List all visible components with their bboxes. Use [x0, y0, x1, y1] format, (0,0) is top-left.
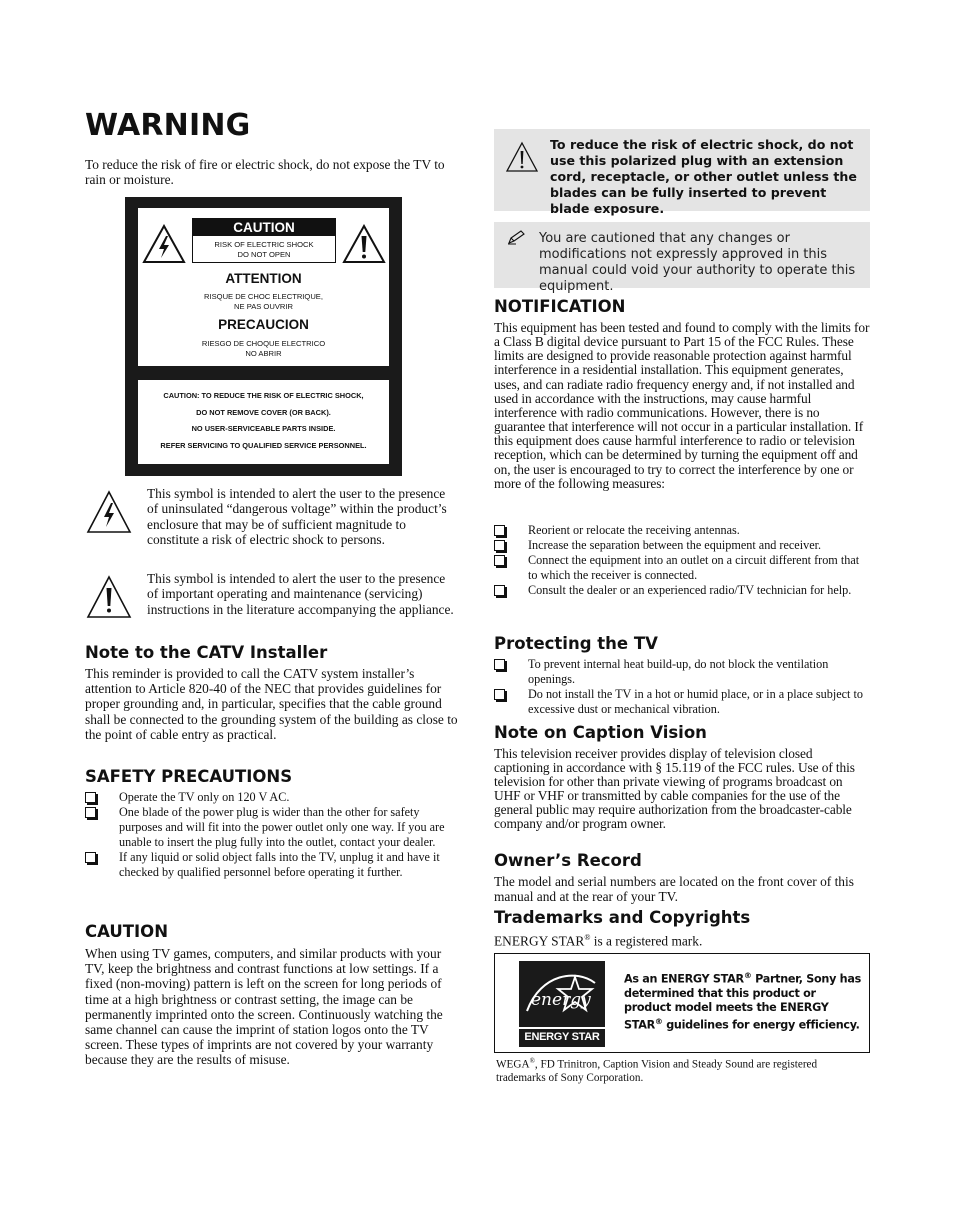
- attention-sub-1: RISQUE DE CHOC ELECTRIQUE,: [204, 292, 323, 301]
- precaucion-title: PRECAUCION: [218, 317, 309, 332]
- caption-text: This television receiver provides display of television closed captioning in accordance with § 15.119 of the FCC rules. Use of this television for other than private viewing of programs broadcast on UHF or VHF or transmitted by cable companies for the use of the general public may require authorization from the broadcaster-cable company and/or program owner.: [494, 746, 855, 832]
- list-item: If any liquid or solid object falls into the TV, unplug it and have it checked by qualified personnel before operating it further.: [85, 850, 458, 880]
- trademarks-heading: Trademarks and Copyrights: [494, 908, 751, 927]
- energy-star-icon: [523, 965, 601, 1025]
- energy-star-logo: [519, 961, 605, 1047]
- caution-bottom-line: REFER SERVICING TO QUALIFIED SERVICE PERSONNEL.: [160, 440, 367, 450]
- checkbox-bullet-icon: [494, 540, 505, 551]
- list-item: One blade of the power plug is wider than the other for safety purposes and will fit into the power outlet only one way. If you are unable to insert the plug fully into the outlet, contact your dealer.: [85, 805, 458, 850]
- energy-script-text: energy: [531, 990, 591, 1010]
- list-item: To prevent internal heat build-up, do not block the ventilation openings.: [494, 657, 870, 687]
- notification-heading: NOTIFICATION: [494, 297, 626, 316]
- caption-heading: Note on Caption Vision: [494, 723, 707, 742]
- caution-header-box: [192, 218, 336, 263]
- caution-label-graphic: [125, 197, 402, 476]
- checkbox-bullet-icon: [494, 585, 505, 596]
- checkbox-bullet-icon: [494, 659, 505, 670]
- checkbox-bullet-icon: [85, 792, 96, 803]
- owners-heading: Owner’s Record: [494, 851, 642, 870]
- precaucion-sub-1: RIESGO DE CHOQUE ELECTRICO: [201, 339, 326, 348]
- caution-label-title: CAUTION: [193, 219, 335, 236]
- list-item: Operate the TV only on 120 V AC.: [85, 790, 458, 805]
- checkbox-bullet-icon: [85, 807, 96, 818]
- symbol-description-instructions: This symbol is intended to alert the user to the presence of important operating and maintenance (servicing) instructions in the literature accompanying the appliance.: [147, 571, 454, 617]
- caution-bottom-line: CAUTION: TO REDUCE THE RISK OF ELECTRIC SHOCK,: [163, 391, 364, 400]
- list-item: Increase the separation between the equipment and receiver.: [494, 538, 870, 553]
- attention-sub-2: NE PAS OUVRIR: [234, 302, 293, 311]
- catv-text: This reminder is provided to call the CATV system installer’s attention to Article 820-40 of the NEC that provides guidelines for proper grounding and, in particular, specifies that the cable ground shall be connected to the grounding system of the building as close to the point of cable entry as practical.: [85, 666, 458, 742]
- checkbox-bullet-icon: [494, 555, 505, 566]
- owners-text: The model and serial numbers are located on the front cover of this manual and at the rear of your TV.: [494, 874, 854, 904]
- logo-divider: [519, 1027, 605, 1029]
- energy-star-box: [494, 953, 870, 1053]
- precaucion-sub-2: NO ABRIR: [245, 349, 282, 358]
- caution-bottom-line: NO USER-SERVICEABLE PARTS INSIDE.: [191, 424, 336, 434]
- protecting-heading: Protecting the TV: [494, 634, 658, 653]
- checkbox-bullet-icon: [85, 852, 96, 863]
- lightning-triangle-icon: [142, 224, 186, 264]
- plug-warning-box: [494, 129, 870, 216]
- caution-bottom-line: DO NOT REMOVE COVER (OR BACK).: [196, 407, 331, 417]
- energy-star-logo-text: ENERGY STAR: [524, 1031, 600, 1043]
- exclamation-triangle-icon: [86, 575, 132, 619]
- energy-star-note: ENERGY STAR® is a registered mark.: [494, 933, 703, 949]
- checkbox-bullet-icon: [494, 525, 505, 536]
- plug-warning-text: To reduce the risk of electric shock, do not use this polarized plug with an extension cord, receptacle, or other outlet unless the blades can be fully inserted to prevent blade exposure.: [550, 137, 857, 216]
- caution-label-bottom: [138, 380, 389, 464]
- caution-sub-1: RISK OF ELECTRIC SHOCK: [214, 240, 314, 249]
- safety-heading: SAFETY PRECAUTIONS: [85, 767, 293, 786]
- caution-text: When using TV games, computers, and similar products with your TV, keep the brightness and contrast functions at low settings. If a fixed (non-moving) pattern is left on the screen for long periods of time at a high brightness or contrast setting, the image can be permanently imprinted onto the screen. Continuously watching the same channel can cause the imprint of station logos onto the TV screen. These types of imprints are not covered by your warranty because they are the results of misuse.: [85, 946, 443, 1068]
- list-item: Do not install the TV in a hot or humid place, or in a place subject to excessive dust or mechanical vibration.: [494, 687, 870, 717]
- attention-title: ATTENTION: [225, 271, 302, 286]
- safety-list: [85, 790, 458, 880]
- notification-list: [494, 523, 870, 598]
- list-item: Connect the equipment into an outlet on a circuit different from that to which the receiver is connected.: [494, 553, 870, 583]
- trademark-note: WEGA®, FD Trinitron, Caption Vision and Steady Sound are registered trademarks of Sony Corporation.: [496, 1057, 818, 1084]
- lightning-triangle-icon: [86, 490, 132, 534]
- caution-heading: CAUTION: [85, 922, 168, 941]
- exclamation-triangle-icon: [342, 224, 386, 264]
- protecting-list: [494, 657, 870, 717]
- modification-note-box: [494, 222, 870, 294]
- list-item: Consult the dealer or an experienced radio/TV technician for help.: [494, 583, 870, 598]
- checkbox-bullet-icon: [494, 689, 505, 700]
- notification-text: This equipment has been tested and found to comply with the limits for a Class B digital device pursuant to Part 15 of the FCC Rules. These limits are designed to provide reasonable protection against harmful interference in a residential installation. This equipment generates, uses, and can radiate radio frequency energy and, if not installed and used in accordance with the instructions, may cause harmful interference with radio communications. However, there is no guarantee that interference will not occur in a particular installation. If this equipment does cause harmful interference to radio or television reception, which can be determined by turning the equipment off and on, the user is encouraged to try to correct the interference by one or more of the following measures:: [494, 320, 870, 491]
- pencil-note-icon: [507, 229, 527, 245]
- page-title: WARNING: [85, 108, 251, 143]
- modification-note-text: You are cautioned that any changes or modifications not expressly approved in this manual could void your authority to operate this equipment.: [539, 231, 856, 294]
- caution-label-top: [138, 208, 389, 366]
- list-item: Reorient or relocate the receiving antennas.: [494, 523, 870, 538]
- intro-text: To reduce the risk of fire or electric shock, do not expose the TV to rain or moisture.: [85, 157, 445, 187]
- symbol-description-voltage: This symbol is intended to alert the user to the presence of uninsulated “dangerous voltage” within the product’s enclosure that may be of sufficient magnitude to constitute a risk of electric shock to persons.: [147, 486, 447, 548]
- energy-partner-text: As an ENERGY STAR® Partner, Sony has determined that this product or product model meets the ENERGY STAR® guidelines for energy efficiency.: [624, 971, 861, 1032]
- catv-heading: Note to the CATV Installer: [85, 643, 328, 662]
- exclamation-triangle-icon: [505, 141, 539, 173]
- caution-sub-2: DO NOT OPEN: [237, 249, 291, 259]
